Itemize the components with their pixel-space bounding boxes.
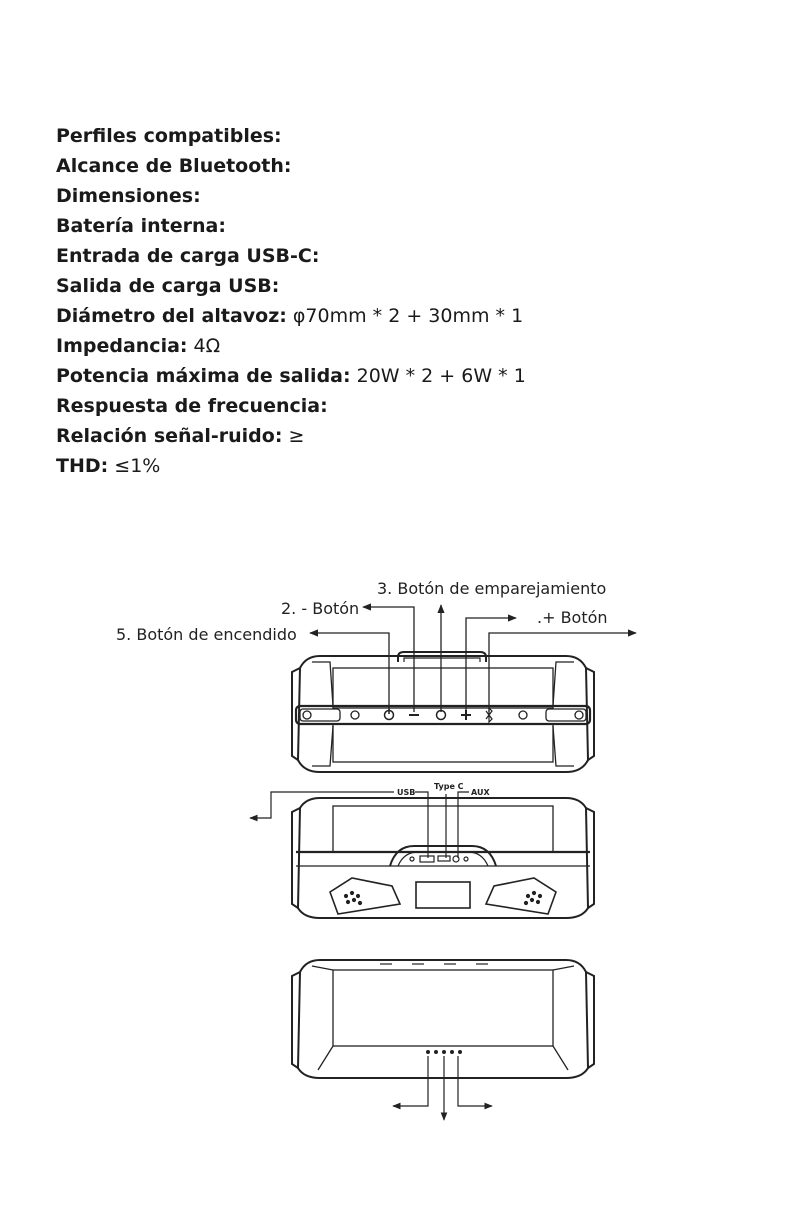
callout-plus-button: .+ Botón — [537, 608, 608, 627]
bluetooth-icon — [486, 708, 492, 722]
spec-label: Impedancia: — [56, 335, 188, 357]
speaker-front-view — [292, 798, 594, 918]
spec-row — [56, 271, 526, 301]
spec-row — [56, 451, 526, 481]
spec-value: 4Ω — [187, 335, 221, 357]
leader-lines-ports — [250, 792, 469, 858]
spec-row — [56, 151, 526, 181]
spec-row — [56, 181, 526, 211]
spec-list — [56, 121, 526, 481]
spec-label: Entrada de carga USB-C: — [56, 245, 320, 267]
spec-label: THD: — [56, 455, 109, 477]
spec-value: 20W * 2 + 6W * 1 — [350, 365, 526, 387]
spec-label: Alcance de Bluetooth: — [56, 155, 292, 177]
port-label-usb: USB — [397, 788, 416, 797]
leader-lines-bottom — [393, 1056, 492, 1120]
callout-pairing-button: 3. Botón de emparejamiento — [377, 579, 607, 598]
spec-row — [56, 331, 526, 361]
spec-label: Batería interna: — [56, 215, 226, 237]
port-label-aux: AUX — [471, 788, 490, 797]
callout-power-button: 5. Botón de encendido — [116, 625, 297, 644]
spec-label: Salida de carga USB: — [56, 275, 280, 297]
speaker-diagram — [0, 560, 793, 1180]
port-label-typec: Type C — [434, 782, 464, 791]
spec-label: Potencia máxima de salida: — [56, 365, 351, 387]
spec-label: Dimensiones: — [56, 185, 201, 207]
spec-row — [56, 391, 526, 421]
spec-row — [56, 421, 526, 451]
spec-row — [56, 241, 526, 271]
spec-label: Perfiles compatibles: — [56, 125, 282, 147]
spec-label: Diámetro del altavoz: — [56, 305, 287, 327]
spec-row — [56, 121, 526, 151]
spec-value: φ70mm * 2 + 30mm * 1 — [286, 305, 524, 327]
spec-row — [56, 211, 526, 241]
speaker-bottom-view — [292, 960, 594, 1078]
spec-value: ≥ — [282, 425, 305, 447]
spec-row — [56, 301, 526, 331]
callout-minus-button: 2. - Botón — [281, 599, 360, 618]
spec-label: Relación señal-ruido: — [56, 425, 283, 447]
speaker-top-view — [292, 652, 594, 772]
spec-value: ≤1% — [108, 455, 161, 477]
spec-row — [56, 361, 526, 391]
spec-label: Respuesta de frecuencia: — [56, 395, 328, 417]
